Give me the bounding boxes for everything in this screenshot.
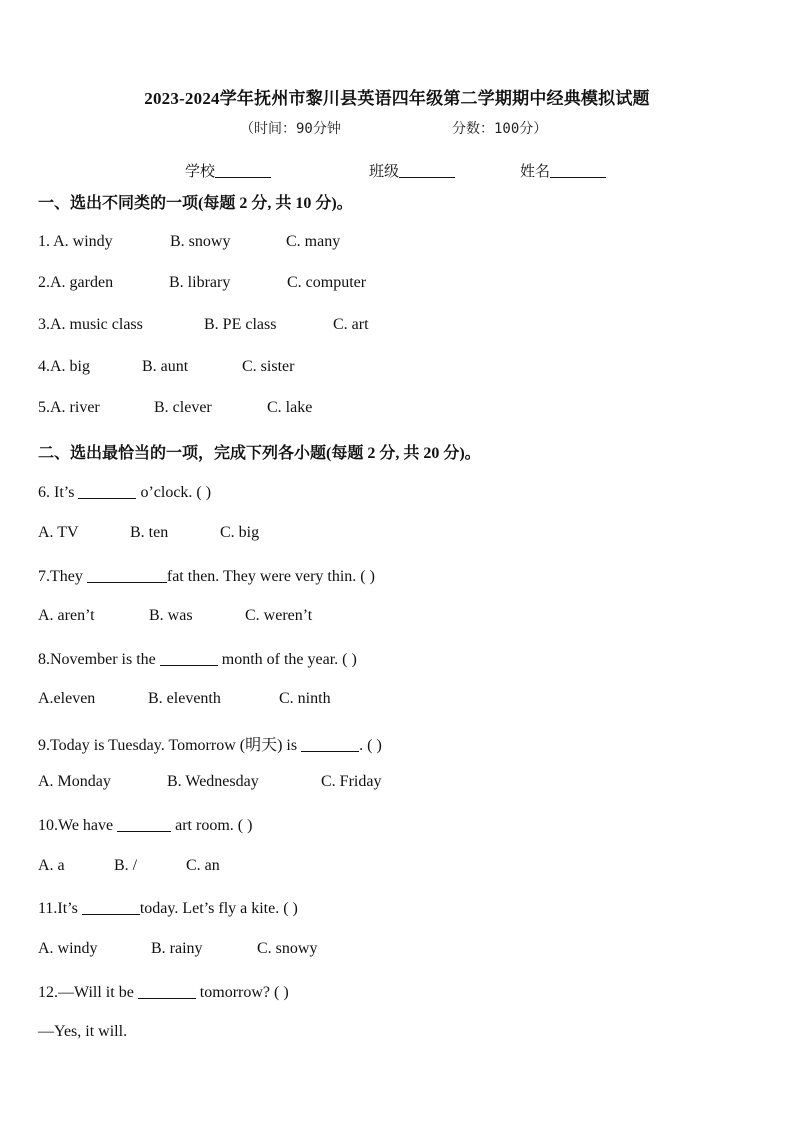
question-9 — [38, 732, 382, 755]
question-text: 12.—Will it be — [38, 984, 138, 1001]
class-field — [369, 160, 455, 181]
option-b: B. clever — [154, 399, 212, 416]
question-12 — [38, 982, 289, 1002]
option-a: A. TV — [38, 524, 79, 541]
option-c: C. an — [186, 857, 220, 874]
name-label: 姓名 — [520, 164, 551, 180]
option-c: C. many — [286, 233, 341, 250]
option-c: C. computer — [287, 274, 367, 291]
page-title: 2023-2024学年抚州市黎川县英语四年级第二学期期中经典模拟试题 — [144, 89, 650, 108]
question-text: art room. ( ) — [171, 817, 253, 834]
option-c: C. art — [333, 316, 369, 333]
question-1 — [38, 233, 341, 251]
option-a: 2.A. garden — [38, 274, 114, 291]
option-b: B. PE class — [204, 316, 277, 333]
option-c: C. lake — [267, 399, 313, 416]
option-a: 1. A. windy — [38, 233, 113, 250]
option-c: C. ninth — [279, 690, 331, 707]
section-heading: 二、选出最恰当的一项，完成下列各小题(每题 2 分, 共 20 分)。 — [38, 445, 481, 462]
option-b: B. Wednesday — [167, 773, 259, 790]
answer-blank[interactable] — [87, 566, 167, 583]
question-8 — [38, 649, 357, 669]
name-field — [520, 160, 606, 181]
option-b: B. rainy — [151, 940, 203, 957]
option-a: A. aren’t — [38, 607, 95, 624]
option-c: C. snowy — [257, 940, 318, 957]
question-text: 10.We have — [38, 817, 118, 834]
option-b: B. eleventh — [148, 690, 221, 707]
answer-blank[interactable] — [301, 735, 359, 752]
option-c: C. Friday — [321, 773, 382, 790]
option-a: 5.A. river — [38, 399, 100, 416]
question-text: 11.It’s — [38, 900, 82, 917]
class-label: 班级 — [369, 164, 400, 180]
option-a: A. windy — [38, 940, 98, 957]
option-a: 4.A. big — [38, 358, 90, 375]
question-6 — [38, 482, 211, 502]
question-text: 8.November is the — [38, 651, 160, 668]
option-c: C. sister — [242, 358, 295, 375]
answer-blank[interactable] — [78, 482, 136, 499]
options-7 — [38, 607, 313, 625]
question-text: 9.Today is Tuesday. Tomorrow (明天) is — [38, 737, 302, 754]
answer-blank[interactable] — [82, 898, 140, 915]
option-a: A. a — [38, 857, 65, 874]
option-a: A.eleven — [38, 690, 96, 707]
question-text: 6. It’s — [38, 484, 79, 501]
option-c: C. weren’t — [245, 607, 313, 624]
options-6 — [38, 524, 260, 542]
question-text: month of the year. ( ) — [217, 651, 357, 668]
school-field — [185, 160, 271, 181]
question-text: fat then. They were very thin. ( ) — [166, 568, 375, 585]
question-text: 7.They — [38, 568, 87, 585]
question-7 — [38, 566, 375, 586]
answer-blank[interactable] — [160, 649, 218, 666]
options-10 — [38, 857, 220, 875]
question-text: . ( ) — [359, 737, 382, 754]
class-blank[interactable] — [399, 162, 455, 178]
option-b: B. was — [149, 607, 193, 624]
question-11 — [38, 898, 298, 918]
section-heading: 一、选出不同类的一项(每题 2 分, 共 10 分)。 — [38, 195, 353, 212]
question-4 — [38, 358, 295, 376]
question-text: tomorrow? ( ) — [195, 984, 289, 1001]
options-11 — [38, 940, 318, 958]
question-5 — [38, 399, 313, 417]
name-blank[interactable] — [550, 162, 606, 178]
answer-line: —Yes, it will. — [38, 1023, 128, 1040]
time-info: （时间：90分钟 — [240, 121, 341, 137]
question-3 — [38, 316, 369, 334]
school-label: 学校 — [185, 164, 216, 180]
question-text: today. Let’s fly a kite. ( ) — [139, 900, 298, 917]
option-b: B. ten — [130, 524, 169, 541]
option-a: A. Monday — [38, 773, 111, 790]
options-8 — [38, 690, 331, 708]
answer-blank[interactable] — [138, 982, 196, 999]
option-c: C. big — [220, 524, 260, 541]
question-10 — [38, 815, 252, 835]
options-9 — [38, 773, 382, 791]
question-2 — [38, 274, 367, 292]
school-blank[interactable] — [215, 162, 271, 178]
answer-blank[interactable] — [117, 815, 171, 832]
option-b: B. library — [169, 274, 231, 291]
option-b: B. snowy — [170, 233, 231, 250]
option-a: 3.A. music class — [38, 316, 143, 333]
option-b: B. aunt — [142, 358, 189, 375]
question-text: o’clock. ( ) — [136, 484, 212, 501]
score-info: 分数：100分） — [452, 121, 548, 137]
option-b: B. / — [114, 857, 138, 874]
